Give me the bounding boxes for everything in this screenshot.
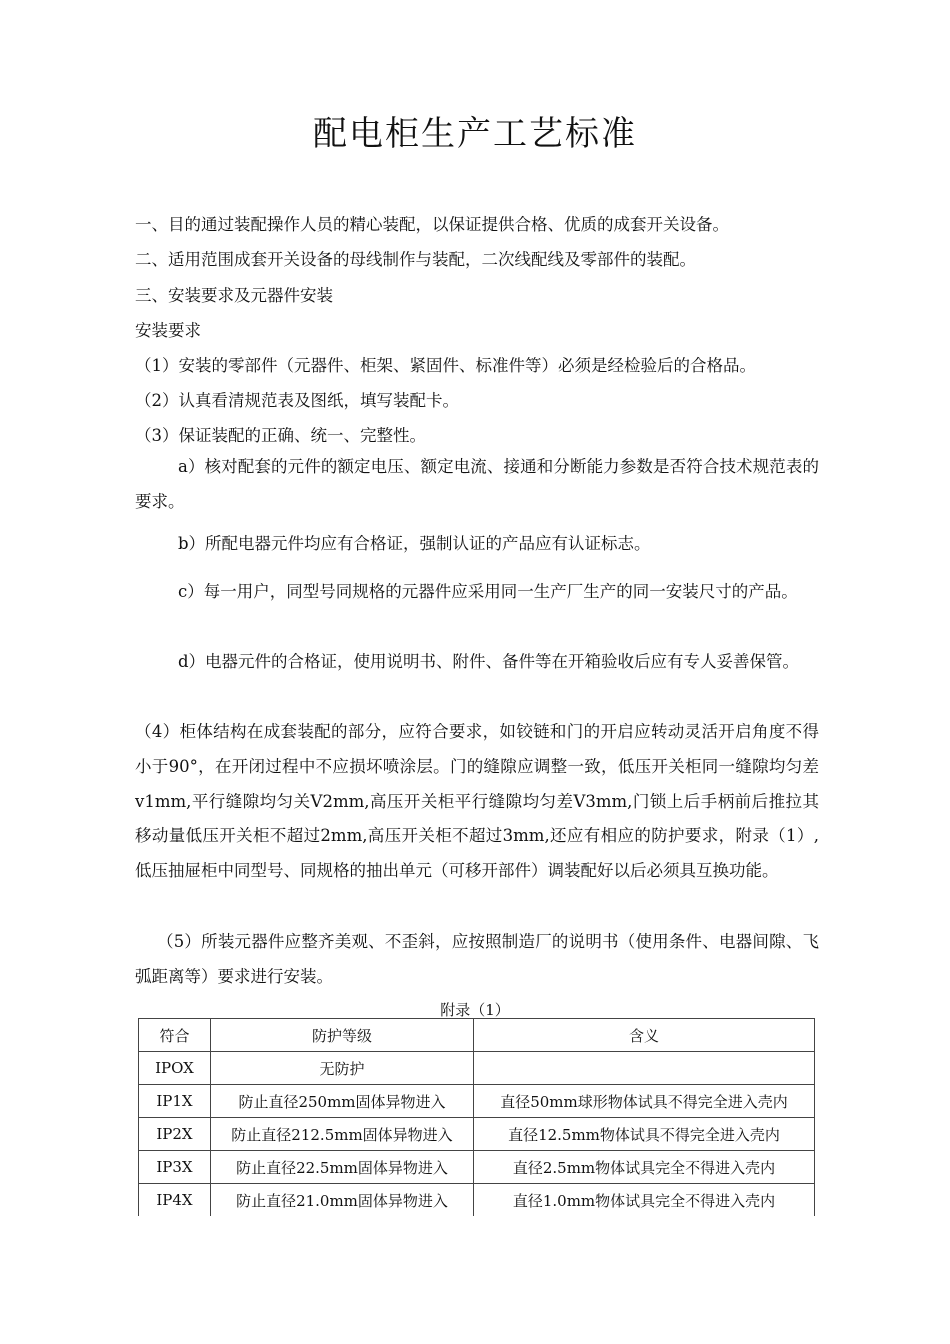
section-scope: 二、适用范围成套开关设备的母线制作与装配，二次线配线及零部件的装配。 xyxy=(135,250,696,269)
cell-protection: 防止直径21.0mm固体异物进入 xyxy=(211,1184,474,1217)
table-caption: 附录（1） xyxy=(440,1001,510,1019)
cell-protection: 防止直径212.5mm固体异物进入 xyxy=(211,1118,474,1151)
cell-protection: 防止直径22.5mm固体异物进入 xyxy=(211,1151,474,1184)
cell-code: IPOX xyxy=(139,1052,211,1085)
cell-protection: 无防护 xyxy=(211,1052,474,1085)
table-header-row xyxy=(139,1019,815,1052)
requirement-1: （1）安装的零部件（元器件、柜架、紧固件、标准件等）必须是经检验后的合格品。 xyxy=(135,356,756,375)
requirement-3d: d）电器元件的合格证，使用说明书、附件、备件等在开箱验收后应有专人妥善保管。 xyxy=(178,652,800,671)
header-code: 符合 xyxy=(139,1019,211,1052)
requirement-5: （5）所装元器件应整齐美观、不歪斜，应按照制造厂的说明书（使用条件、电器间隙、飞弧距离等）要求进行安装。 xyxy=(135,932,819,986)
header-protection-level: 防护等级 xyxy=(211,1019,474,1052)
cell-protection: 防止直径250mm固体异物进入 xyxy=(211,1085,474,1118)
cell-code: IP3X xyxy=(139,1151,211,1184)
cell-meaning: 直径12.5mm物体试具不得完全进入壳内 xyxy=(474,1118,815,1151)
header-meaning: 含义 xyxy=(474,1019,815,1052)
table-row xyxy=(139,1151,815,1184)
cell-meaning: 直径2.5mm物体试具完全不得进入壳内 xyxy=(474,1151,815,1184)
cell-meaning xyxy=(474,1052,815,1085)
table-row xyxy=(139,1118,815,1151)
requirement-3a: a）核对配套的元件的额定电压、额定电流、接通和分断能力参数是否符合技术规范表的要求。 xyxy=(135,457,819,511)
section-purpose: 一、目的通过装配操作人员的精心装配，以保证提供合格、优质的成套开关设备。 xyxy=(135,215,729,234)
requirement-3: （3）保证装配的正确、统一、完整性。 xyxy=(135,426,426,445)
cell-code: IP4X xyxy=(139,1184,211,1217)
table-row xyxy=(139,1184,815,1217)
install-requirements-heading: 安装要求 xyxy=(135,321,201,340)
cell-meaning: 直径1.0mm物体试具完全不得进入壳内 xyxy=(474,1184,815,1217)
document-title: 配电柜生产工艺标准 xyxy=(313,114,637,154)
requirement-3b: b）所配电器元件均应有合格证，强制认证的产品应有认证标志。 xyxy=(178,534,651,553)
table-row xyxy=(139,1085,815,1118)
cell-meaning: 直径50mm球形物体试具不得完全进入壳内 xyxy=(474,1085,815,1118)
table-row xyxy=(139,1052,815,1085)
section-install-heading: 三、安装要求及元器件安装 xyxy=(135,286,333,305)
requirement-4: （4）柜体结构在成套装配的部分，应符合要求，如铰链和门的开启应转动灵活开启角度不得小于90°，在开闭过程中不应损坏喷涂层。门的缝隙应调整一致，低压开关柜同一缝隙均匀差v1mm,平行缝隙均匀关V2mm,高压开关柜平行缝隙均匀差V3mm,门锁上后手柄前后推拉其移动量低压开关柜不超过2mm,高压开关柜不超过3mm,还应有相应的防护要求，附录（1）,低压抽屉柜中同型号、同规格的抽出单元（可移开部件）调装配好以后必须具互换功能。 xyxy=(135,722,819,881)
requirement-3c: c）每一用户，同型号同规格的元器件应采用同一生产厂生产的同一安装尺寸的产品。 xyxy=(178,582,798,601)
cell-code: IP2X xyxy=(139,1118,211,1151)
protection-level-table xyxy=(138,1018,815,1216)
requirement-2: （2）认真看清规范表及图纸，填写装配卡。 xyxy=(135,391,459,410)
cell-code: IP1X xyxy=(139,1085,211,1118)
